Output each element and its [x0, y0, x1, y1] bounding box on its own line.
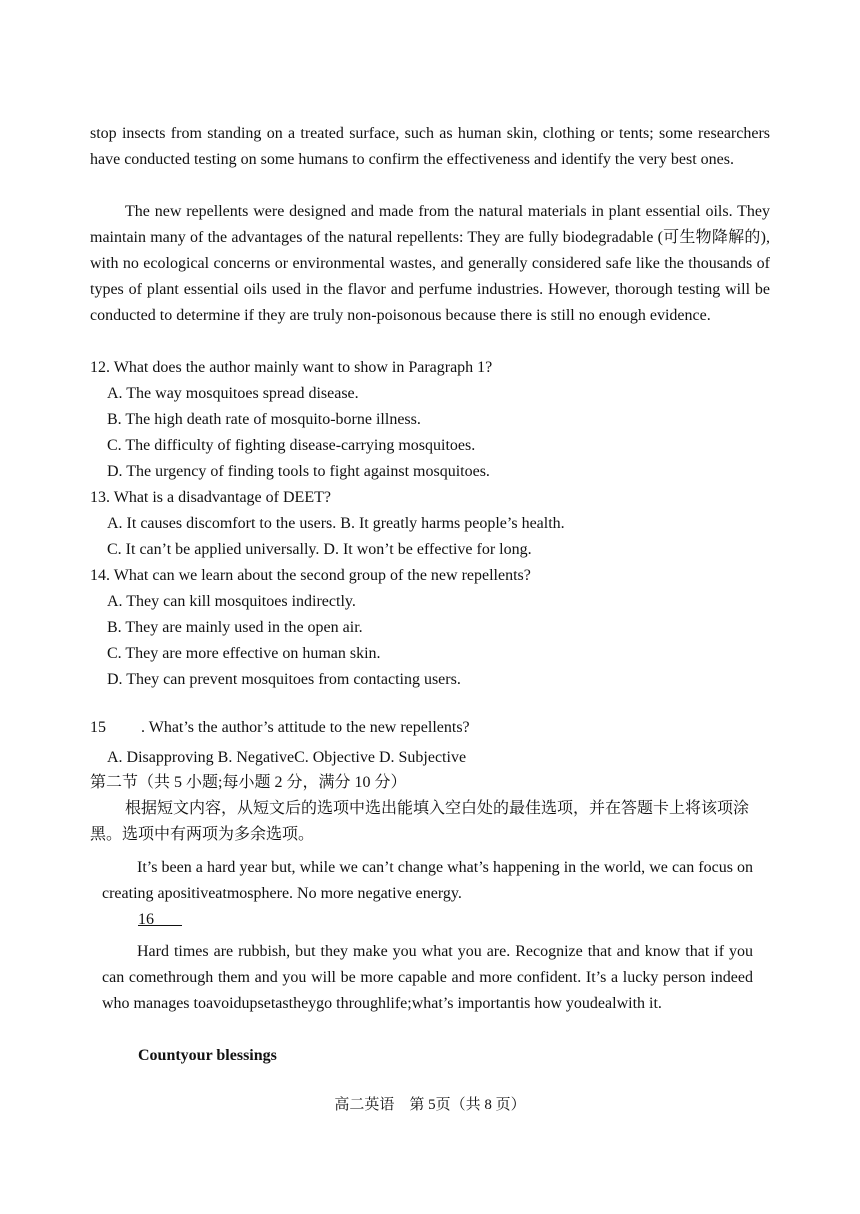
- page-footer: 高二英语 第 5页（共 8 页）: [334, 1097, 526, 1113]
- question-13-options-ab: A. It causes discomfort to the users. B. It greatly harms people’s health.: [107, 515, 565, 532]
- question-13-stem: 13. What is a disadvantage of DEET?: [90, 489, 331, 506]
- blank-16-label: 16: [138, 911, 154, 928]
- question-14-option-d: D. They can prevent mosquitoes from contacting users.: [107, 671, 461, 688]
- passage-paragraph-continued: stop insects from standing on a treated surface, such as human skin, clothing or tents; some researchers have conducted testing on some humans to confirm the effectiveness and identify the very best ones.: [90, 125, 770, 168]
- question-15-stem: . What’s the author’s attitude to the new repellents?: [141, 719, 470, 736]
- question-14-stem: 14. What can we learn about the second group of the new repellents?: [90, 567, 531, 584]
- question-12-option-c: C. The difficulty of fighting disease-carrying mosquitoes.: [107, 437, 476, 454]
- cloze-blank-16: [138, 907, 182, 933]
- question-14-option-a: A. They can kill mosquitoes indirectly.: [107, 593, 356, 610]
- question-12-stem: 12. What does the author mainly want to show in Paragraph 1?: [90, 359, 493, 376]
- question-15-number: 15: [90, 719, 106, 736]
- cloze-paragraph-1: It’s been a hard year but, while we can’t change what’s happening in the world, we can focus on creating apositiveatmosphere. No more negative energy.: [102, 859, 753, 902]
- question-15-options: A. Disapproving B. NegativeC. Objective D. Subjective: [107, 749, 467, 766]
- question-12-option-b: B. The high death rate of mosquito-borne illness.: [107, 411, 421, 428]
- question-12-option-a: A. The way mosquitoes spread disease.: [107, 385, 359, 402]
- question-13-options-cd: C. It can’t be applied universally. D. It won’t be effective for long.: [107, 541, 532, 558]
- section-2-instruction: 根据短文内容，从短文后的选项中选出能填入空白处的最佳选项，并在答题卡上将该项涂黑。选项中有两项为多余选项。: [90, 800, 750, 843]
- question-12-option-d: D. The urgency of finding tools to fight against mosquitoes.: [107, 463, 490, 480]
- question-14-option-c: C. They are more effective on human skin.: [107, 645, 381, 662]
- cloze-paragraph-2: Hard times are rubbish, but they make you what you are. Recognize that and know that if you can comethrough them and you will be more capable and more confident. It’s a lucky person indeed who manages toavoidupsetastheygo throughlife;what’s importantis how youdealwith it.: [102, 943, 753, 1012]
- section-2-heading: 第二节（共 5 小题;每小题 2 分，满分 10 分）: [90, 774, 407, 791]
- passage-paragraph-new-repellents: The new repellents were designed and made from the natural materials in plant essential oils. They maintain many of the advantages of the natural repellents: They are fully biodegradable (可生物降解的), with no ecological concerns or environmental wastes, and generally considered safe like the thousands of types of plant essential oils used in the flavor and perfume industries. However, thorough testing will be conducted to determine if they are truly non-poisonous because there is still no enough evidence.: [90, 203, 770, 324]
- cloze-subheading: Countyour blessings: [138, 1047, 277, 1064]
- question-14-option-b: B. They are mainly used in the open air.: [107, 619, 363, 636]
